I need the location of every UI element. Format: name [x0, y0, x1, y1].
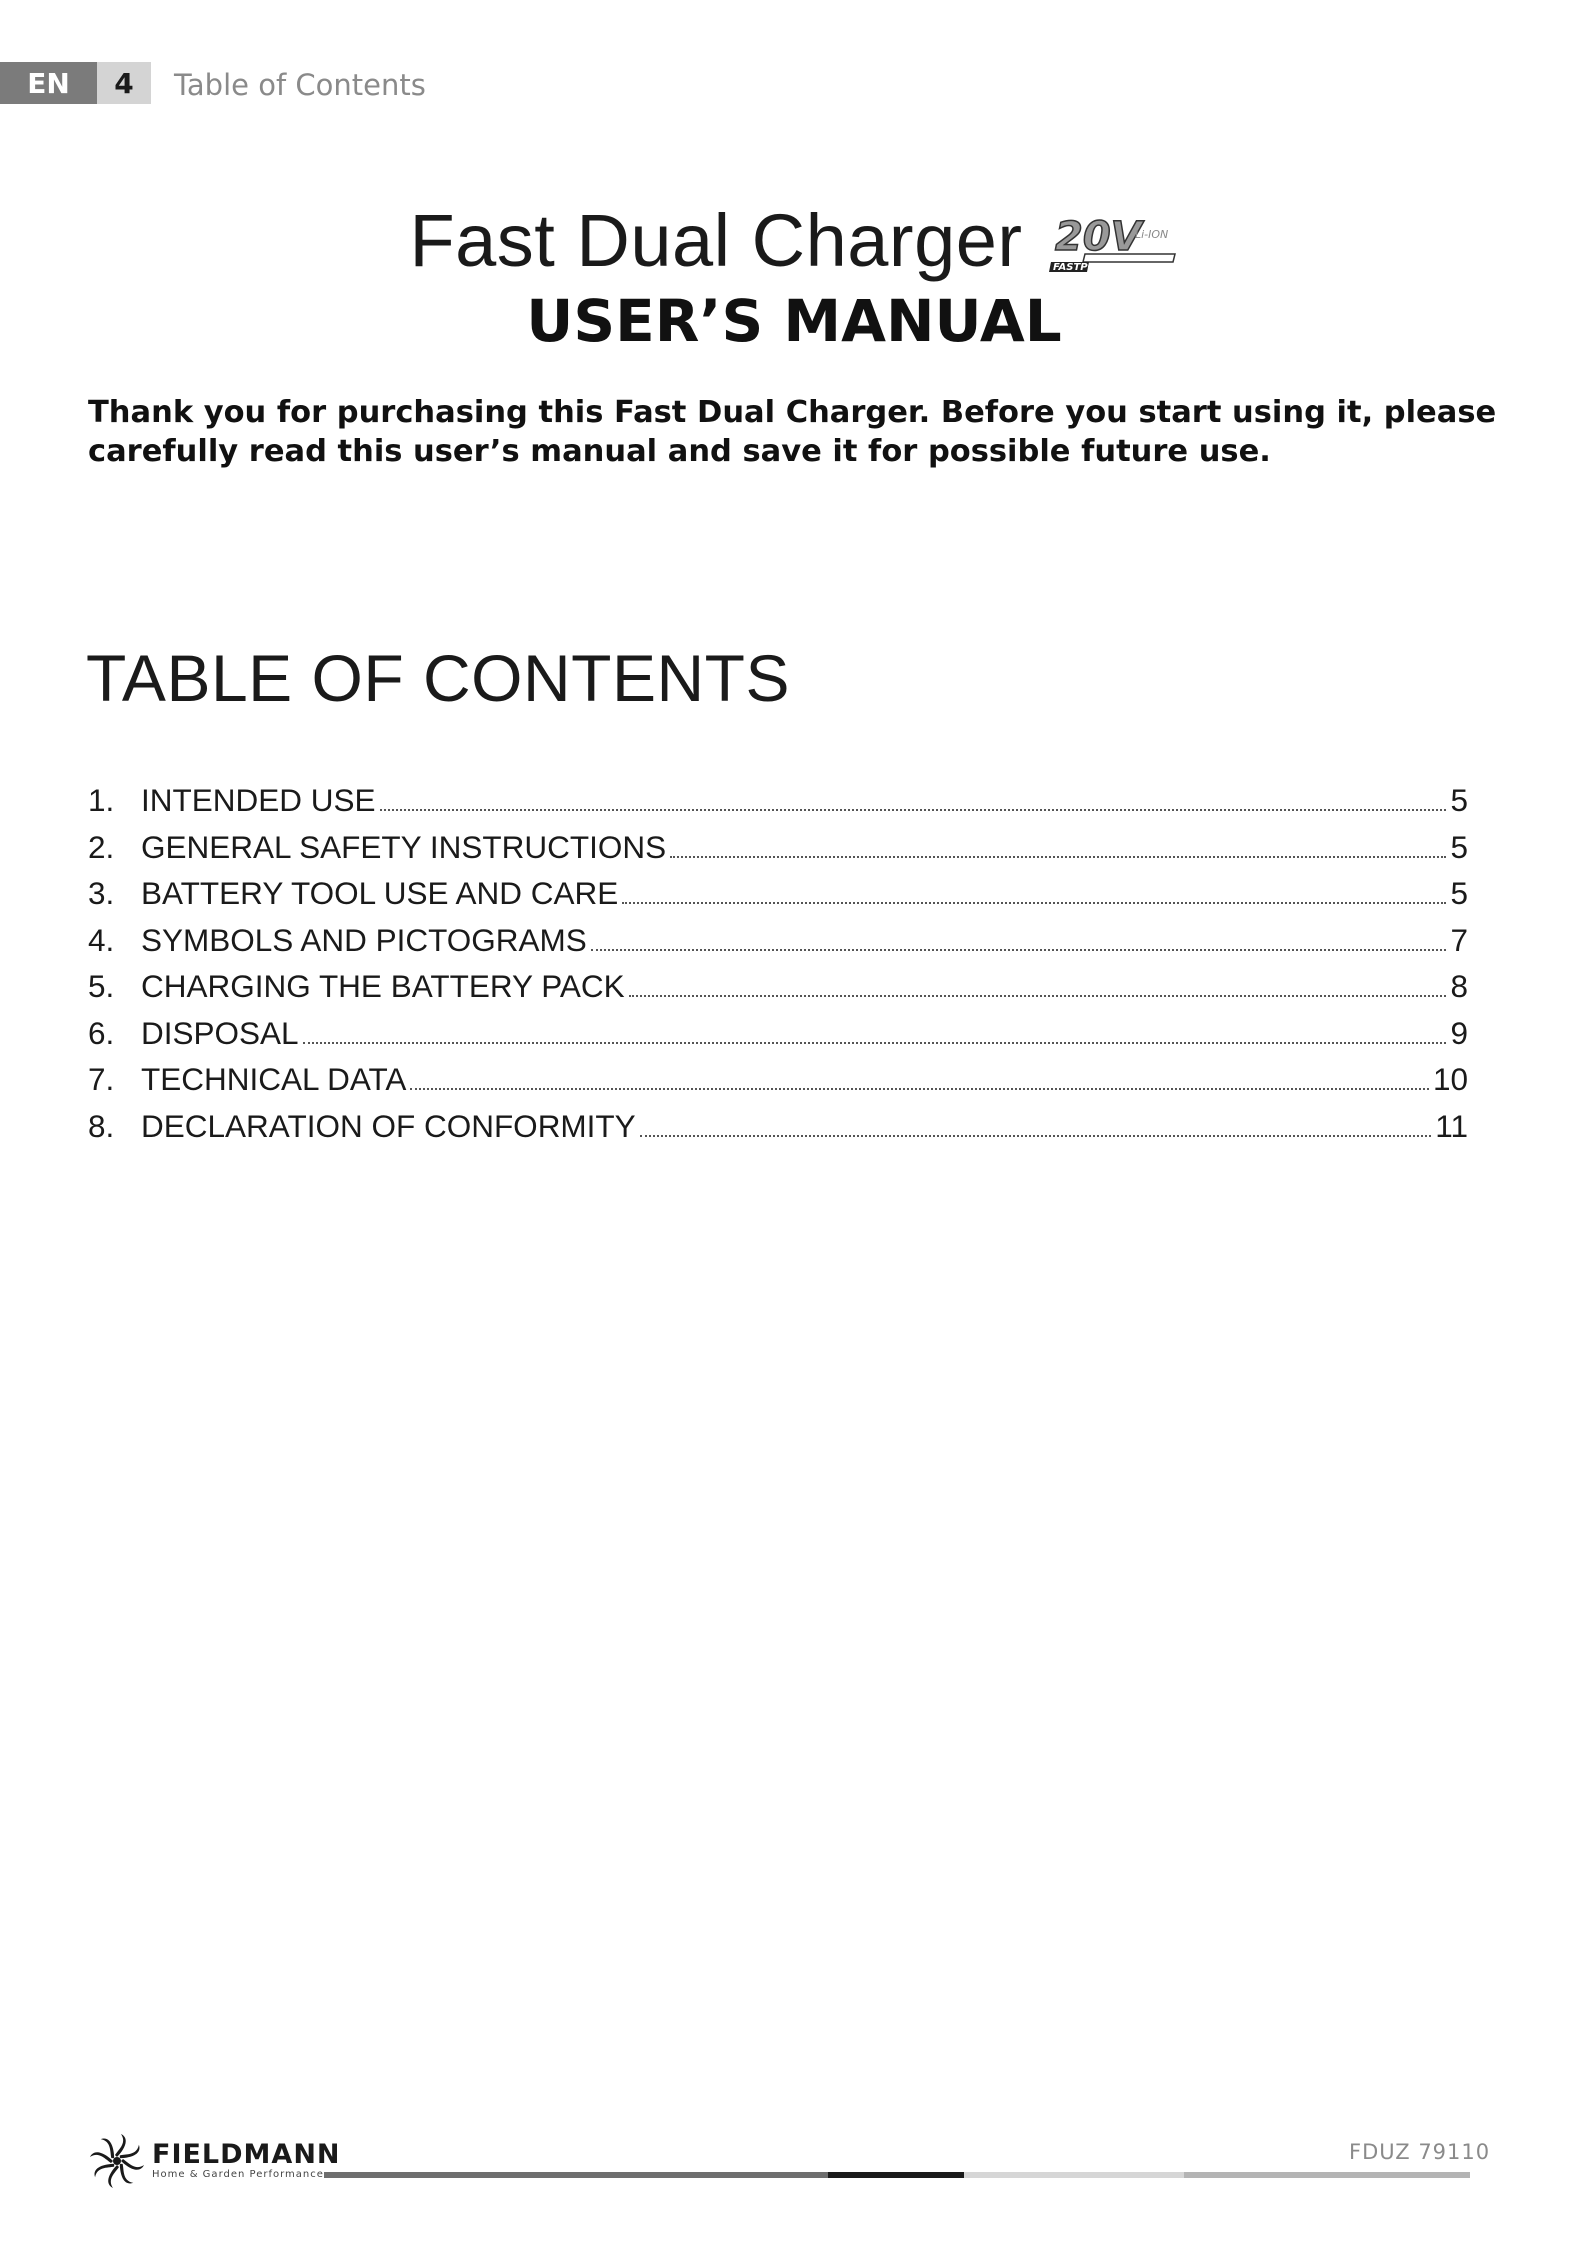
intro-line-2: carefully read this user’s manual and save it for possible future use.	[88, 434, 1271, 469]
footer-rule	[324, 2172, 828, 2178]
toc-item-page: 5	[1450, 782, 1468, 818]
toc-list	[88, 782, 1468, 1154]
toc-item-page: 10	[1432, 1061, 1468, 1097]
toc-item[interactable]	[88, 1061, 1468, 1108]
toc-leader-dots	[670, 856, 1446, 858]
toc-leader-dots	[629, 995, 1446, 997]
footer-rule	[964, 2172, 1184, 2178]
toc-item-page: 5	[1450, 828, 1468, 865]
toc-leader-dots	[591, 949, 1446, 951]
toc-item[interactable]	[88, 829, 1468, 876]
header-section-title: Table of Contents	[174, 68, 426, 102]
toc-item-page: 5	[1450, 875, 1468, 911]
toc-item-label: INTENDED USE	[141, 782, 376, 818]
fastpower-badge-icon	[1049, 206, 1179, 276]
toc-item[interactable]	[88, 782, 1468, 829]
toc-item[interactable]	[88, 875, 1468, 922]
brand-tagline: Home & Garden Performance	[152, 2169, 324, 2180]
toc-item-number: 6.	[88, 1014, 115, 1051]
toc-item-number: 1.	[88, 782, 115, 818]
toc-item-number: 3.	[88, 875, 115, 911]
manual-title: USER’S MANUAL	[526, 287, 1062, 355]
toc-item-number: 8.	[88, 1107, 115, 1144]
toc-item-page: 11	[1435, 1107, 1468, 1144]
badge-chem: Li-ION	[1134, 227, 1168, 241]
toc-item[interactable]	[88, 1108, 1468, 1155]
model-number: FDUZ 79110	[1349, 2140, 1491, 2164]
toc-leader-dots	[410, 1088, 1429, 1090]
toc-leader-dots	[380, 809, 1446, 811]
badge-brand: FASTPOWER	[1052, 261, 1122, 273]
page-number: 4	[97, 62, 151, 104]
toc-item-label: DECLARATION OF CONFORMITY	[141, 1107, 636, 1144]
toc-item-number: 5.	[88, 968, 115, 1004]
footer-rule	[828, 2172, 964, 2178]
toc-item-number: 7.	[88, 1061, 115, 1097]
toc-item-page: 8	[1450, 968, 1468, 1004]
document-title	[0, 198, 1588, 283]
header-bar	[0, 62, 151, 104]
toc-item-number: 4.	[88, 921, 115, 958]
toc-item-label: SYMBOLS AND PICTOGRAMS	[141, 921, 587, 958]
intro-line-1: Thank you for purchasing this Fast Dual Charger. Before you start using it, please	[88, 395, 1497, 430]
intro-text	[88, 393, 1508, 471]
toc-item[interactable]	[88, 922, 1468, 969]
toc-item-label: DISPOSAL	[141, 1014, 299, 1051]
toc-item-page: 9	[1450, 1014, 1468, 1051]
toc-leader-dots	[622, 902, 1446, 904]
fastpower-badge	[1049, 206, 1179, 276]
product-name: Fast Dual Charger	[409, 199, 1023, 282]
toc-leader-dots	[640, 1135, 1432, 1137]
toc-item-label: BATTERY TOOL USE AND CARE	[141, 875, 619, 911]
toc-item[interactable]	[88, 1015, 1468, 1062]
footer-rule	[1184, 2172, 1470, 2178]
toc-item-page: 7	[1450, 921, 1468, 958]
toc-item-label: TECHNICAL DATA	[141, 1061, 407, 1097]
footer-logo	[88, 2132, 341, 2190]
badge-voltage: 20V	[1054, 213, 1142, 260]
toc-item[interactable]	[88, 968, 1468, 1015]
toc-item-label: CHARGING THE BATTERY PACK	[141, 968, 625, 1004]
language-tag: EN	[0, 62, 97, 104]
toc-leader-dots	[303, 1042, 1446, 1044]
toc-item-number: 2.	[88, 828, 115, 865]
brand-name: FIELDMANN	[152, 2139, 341, 2170]
toc-item-label: GENERAL SAFETY INSTRUCTIONS	[141, 828, 667, 865]
fieldmann-swirl-icon	[88, 2132, 146, 2190]
toc-heading: TABLE OF CONTENTS	[86, 641, 791, 715]
